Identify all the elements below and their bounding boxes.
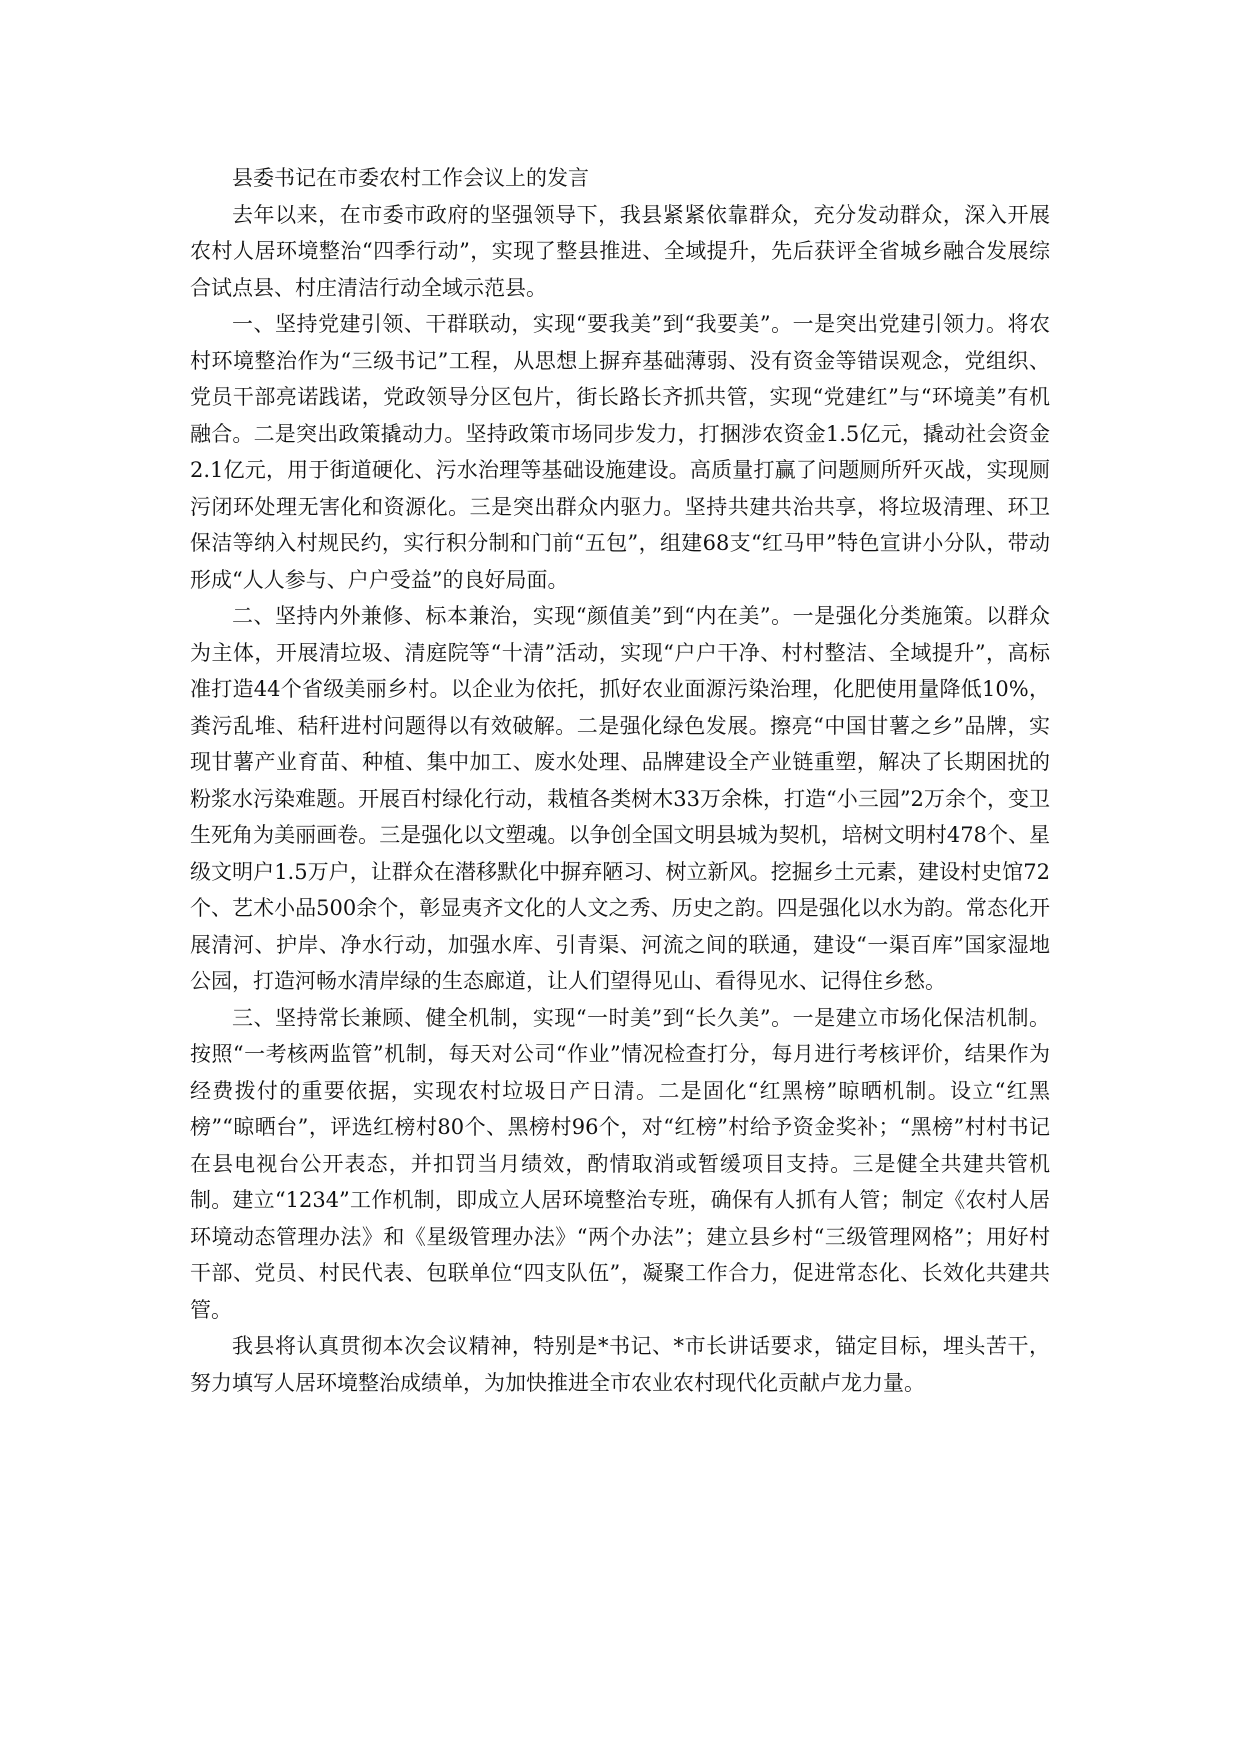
document-title: 县委书记在市委农村工作会议上的发言 <box>232 166 589 190</box>
document-body <box>190 160 1050 1401</box>
paragraph-section-1: 一、坚持党建引领、干群联动，实现“要我美”到“我要美”。一是突出党建引领力。将农村环境整治作为“三级书记”工程，从思想上摒弃基础薄弱、没有资金等错误观念，党组织、党员干部亮诺践诺，党政领导分区包片，街长路长齐抓共管，实现“党建红”与“环境美”有机融合。二是突出政策撬动力。坚持政策市场同步发力，打捆涉农资金1.5亿元，撬动社会资金2.1亿元，用于街道硬化、污水治理等基础设施建设。高质量打赢了问题厕所歼灭战，实现厕污闭环处理无害化和资源化。三是突出群众内驱力。坚持共建共治共享，将垃圾清理、环卫保洁等纳入村规民约，实行积分制和门前“五包”，组建68支“红马甲”特色宣讲小分队，带动形成“人人参与、户户受益”的良好局面。 <box>190 312 1050 592</box>
paragraph-conclusion: 我县将认真贯彻本次会议精神，特别是*书记、*市长讲话要求，锚定目标，埋头苦干，努力填写人居环境整治成绩单，为加快推进全市农业农村现代化贡献卢龙力量。 <box>190 1334 1050 1395</box>
paragraph-section-2: 二、坚持内外兼修、标本兼治，实现“颜值美”到“内在美”。一是强化分类施策。以群众为主体，开展清垃圾、清庭院等“十清”活动，实现“户户干净、村村整洁、全域提升”，高标准打造44个省级美丽乡村。以企业为依托，抓好农业面源污染治理，化肥使用量降低10%，粪污乱堆、秸秆进村问题得以有效破解。二是强化绿色发展。擦亮“中国甘薯之乡”品牌，实现甘薯产业育苗、种植、集中加工、废水处理、品牌建设全产业链重塑，解决了长期困扰的粉浆水污染难题。开展百村绿化行动，栽植各类树木33万余株，打造“小三园”2万余个，变卫生死角为美丽画卷。三是强化以文塑魂。以争创全国文明县城为契机，培树文明村478个、星级文明户1.5万户，让群众在潜移默化中摒弃陋习、树立新风。挖掘乡土元素，建设村史馆72个、艺术小品500余个，彰显夷齐文化的人文之秀、历史之韵。四是强化以水为韵。常态化开展清河、护岸、净水行动，加强水库、引青渠、河流之间的联通，建设“一渠百库”国家湿地公园，打造河畅水清岸绿的生态廊道，让人们望得见山、看得见水、记得住乡愁。 <box>190 604 1050 993</box>
paragraph-intro: 去年以来，在市委市政府的坚强领导下，我县紧紧依靠群众，充分发动群众，深入开展农村人居环境整治“四季行动”，实现了整县推进、全域提升，先后获评全省城乡融合发展综合试点县、村庄清洁行动全域示范县。 <box>190 202 1050 300</box>
paragraph-section-3: 三、坚持常长兼顾、健全机制，实现“一时美”到“长久美”。一是建立市场化保洁机制。按照“一考核两监管”机制，每天对公司“作业”情况检查打分，每月进行考核评价，结果作为经费拨付的重要依据，实现农村垃圾日产日清。二是固化“红黑榜”晾晒机制。设立“红黑榜”“晾晒台”，评选红榜村80个、黑榜村96个，对“红榜”村给予资金奖补；“黑榜”村村书记在县电视台公开表态，并扣罚当月绩效，酌情取消或暂缓项目支持。三是健全共建共管机制。建立“1234”工作机制，即成立人居环境整治专班，确保有人抓有人管；制定《农村人居环境动态管理办法》和《星级管理办法》“两个办法”；建立县乡村“三级管理网格”；用好村干部、党员、村民代表、包联单位“四支队伍”，凝聚工作合力，促进常态化、长效化共建共管。 <box>190 1005 1050 1322</box>
